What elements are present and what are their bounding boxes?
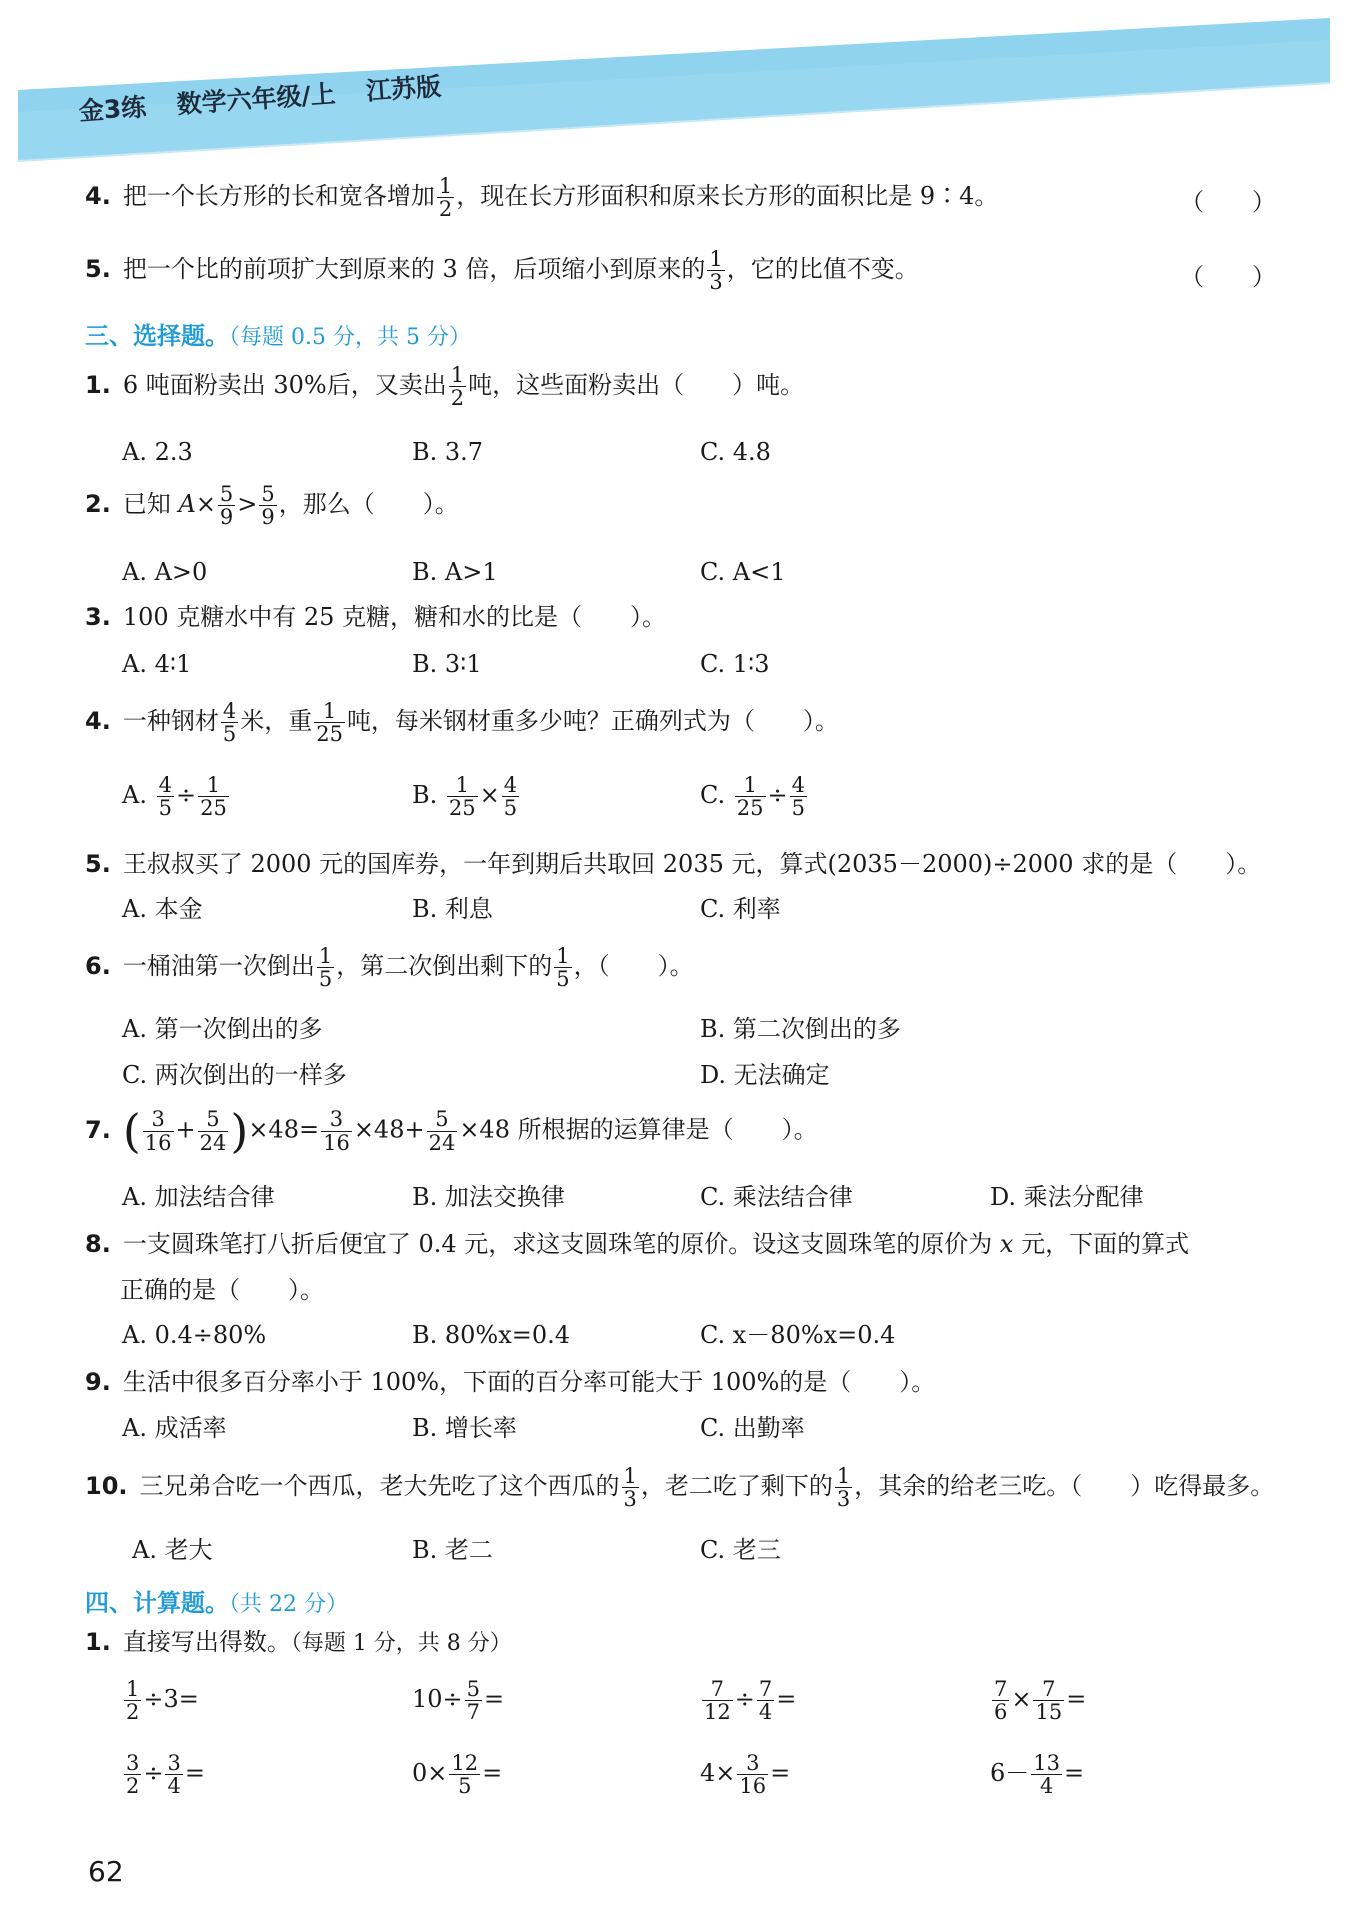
option-b[interactable]: B. 3.7 (412, 438, 484, 466)
choice-question-7: 7. ( $\frac{3}{16}$ + $\frac{5}{24}$ )×48= $\frac{3}{16}$ ×48+ $\frac{5}{24}$ ×48 所根据的运算律是（ ）。 (85, 1104, 818, 1158)
fraction: $\frac{5}{9}$ (261, 482, 275, 530)
choice-question-3: 3. 100 克糖水中有 25 克糖，糖和水的比是（ ）。 (85, 603, 667, 631)
calc-item[interactable]: 10÷ $\frac{5}{7}$ = (412, 1677, 505, 1725)
fraction: $\frac{5}{9}$ (219, 482, 234, 530)
fraction: $\frac{4}{5}$ (222, 699, 237, 747)
answer-paren-4[interactable]: （ ） (1180, 188, 1276, 216)
choice-question-2: 2. 已知 A× $\frac{5}{9}$ > $\frac{5}{9}$ ，那么（ ）。 (85, 482, 459, 530)
fraction: $\frac{1}{3}$ (623, 1464, 637, 1512)
calc-item[interactable]: $\frac{7}{6}$ × $\frac{7}{15}$ = (994, 1677, 1087, 1725)
calc-item[interactable]: 0× $\frac{12}{5}$ = (412, 1751, 503, 1799)
answer-paren-5[interactable]: （ ） (1180, 263, 1276, 291)
calc-item[interactable]: $\frac{7}{12}$ ÷ $\frac{7}{4}$ = (704, 1677, 797, 1725)
fraction: $\frac{1}{3}$ (836, 1464, 851, 1512)
judge-question-4: 4. 把一个长方形的长和宽各增加 $\frac{1}{2}$ ，现在长方形面积和原来长方形的面积比是 9∶4。 (85, 174, 999, 222)
option-b[interactable]: B. $\frac{1}{25}$ × $\frac{4}{5}$ (412, 773, 518, 821)
option-b[interactable]: B. 增长率 (412, 1414, 517, 1442)
option-a[interactable]: A. 加法结合律 (122, 1183, 275, 1211)
choice-question-10: 10. 三兄弟合吃一个西瓜，老大先吃了这个西瓜的 $\frac{1}{3}$ ，老二吃了剩下的 $\frac{1}{3}$ ，其余的给老三吃。（ ）吃得最多。 (85, 1464, 1275, 1512)
option-b[interactable]: B. 老二 (412, 1536, 493, 1564)
option-a[interactable]: A. A>0 (122, 558, 208, 586)
section-heading-calc: 四、计算题。（共 22 分） (85, 1589, 348, 1617)
choice-question-1: 1. 6 吨面粉卖出 30%后，又卖出 $\frac{1}{2}$ 吨，这些面粉卖出（ ）吨。 (85, 363, 805, 411)
option-a[interactable]: A. 4∶1 (122, 650, 192, 678)
option-b[interactable]: B. 80%x=0.4 (412, 1321, 571, 1349)
option-c[interactable]: C. 出勤率 (700, 1414, 805, 1442)
choice-question-5: 5. 王叔叔买了 2000 元的国库券，一年到期后共取回 2035 元，算式(2035－2000)÷2000 求的是（ ）。 (85, 850, 1262, 878)
choice-question-6: 6. 一桶油第一次倒出 $\frac{1}{5}$ ，第二次倒出剩下的 $\frac{1}{5}$ ，（ ）。 (85, 944, 694, 992)
page-header (0, 0, 1350, 165)
option-a[interactable]: A. 成活率 (122, 1414, 227, 1442)
choice-question-4: 4. 一种钢材 $\frac{4}{5}$ 米，重 $\frac{1}{25}$ 吨，每米钢材重多少吨？正确列式为（ ）。 (85, 699, 839, 747)
option-a[interactable]: A. 2.3 (122, 438, 193, 466)
fraction: $\frac{3}{16}$ (144, 1107, 172, 1155)
option-d[interactable]: D. 无法确定 (700, 1061, 830, 1089)
option-b[interactable]: B. A>1 (412, 558, 498, 586)
page-number: 62 (88, 1855, 124, 1888)
section-heading-choice: 三、选择题。（每题 0.5 分，共 5 分） (85, 322, 471, 350)
option-a[interactable]: A. 第一次倒出的多 (122, 1015, 323, 1043)
option-c[interactable]: C. 1∶3 (700, 650, 770, 678)
subject-grade: 数学六年级/上 (175, 79, 337, 120)
brand-name: 金3练 (77, 92, 148, 127)
fraction: $\frac{1}{5}$ (318, 944, 333, 992)
option-b[interactable]: B. 利息 (412, 895, 493, 923)
choice-question-8: 8. 一支圆珠笔打八折后便宜了 0.4 元，求这支圆珠笔的原价。设这支圆珠笔的原价为 x 元，下面的算式 (85, 1230, 1190, 1258)
option-c[interactable]: C. 老三 (700, 1536, 781, 1564)
calc-item[interactable]: 4× $\frac{3}{16}$ = (700, 1751, 791, 1799)
option-c[interactable]: C. 两次倒出的一样多 (122, 1061, 347, 1089)
calc-item[interactable]: $\frac{3}{2}$ ÷ $\frac{3}{4}$ = (126, 1751, 205, 1799)
option-a[interactable]: A. 0.4÷80% (122, 1321, 267, 1349)
option-d[interactable]: D. 乘法分配律 (990, 1183, 1144, 1211)
option-a[interactable]: A. 本金 (122, 895, 203, 923)
fraction: $\frac{1}{2}$ (450, 363, 465, 411)
fraction: $\frac{5}{24}$ (199, 1107, 227, 1155)
option-c[interactable]: C. A<1 (700, 558, 786, 586)
option-b[interactable]: B. 加法交换律 (412, 1183, 565, 1211)
calc-question-1: 1. 直接写出得数。（每题 1 分，共 8 分） (85, 1628, 512, 1656)
option-b[interactable]: B. 第二次倒出的多 (700, 1015, 901, 1043)
calc-item[interactable]: 6－ $\frac{13}{4}$ = (990, 1751, 1085, 1799)
fraction: $\frac{5}{24}$ (428, 1107, 456, 1155)
option-b[interactable]: B. 3∶1 (412, 650, 482, 678)
choice-question-9: 9. 生活中很多百分率小于 100%，下面的百分率可能大于 100%的是（ ）。 (85, 1368, 936, 1396)
option-a[interactable]: A. $\frac{4}{5}$ ÷ $\frac{1}{25}$ (122, 773, 227, 821)
option-a[interactable]: A. 老大 (132, 1536, 213, 1564)
option-c[interactable]: C. 4.8 (700, 438, 771, 466)
fraction: $\frac{1}{3}$ (709, 247, 723, 295)
fraction: $\frac{3}{16}$ (323, 1107, 350, 1155)
choice-question-8-cont: 正确的是（ ）。 (120, 1276, 324, 1304)
fraction: $\frac{1}{2}$ (438, 174, 453, 222)
option-c[interactable]: C. 乘法结合律 (700, 1183, 853, 1211)
edition: 江苏版 (365, 71, 442, 106)
fraction: $\frac{1}{5}$ (556, 944, 570, 992)
fraction: $\frac{1}{25}$ (316, 699, 343, 747)
calc-item[interactable]: $\frac{1}{2}$ ÷3= (126, 1677, 199, 1725)
judge-question-5: 5. 把一个比的前项扩大到原来的 3 倍，后项缩小到原来的 $\frac{1}{3}$ ，它的比值不变。 (85, 247, 919, 295)
option-c[interactable]: C. x－80%x=0.4 (700, 1321, 896, 1349)
option-c[interactable]: C. $\frac{1}{25}$ ÷ $\frac{4}{5}$ (700, 773, 805, 821)
option-c[interactable]: C. 利率 (700, 895, 781, 923)
